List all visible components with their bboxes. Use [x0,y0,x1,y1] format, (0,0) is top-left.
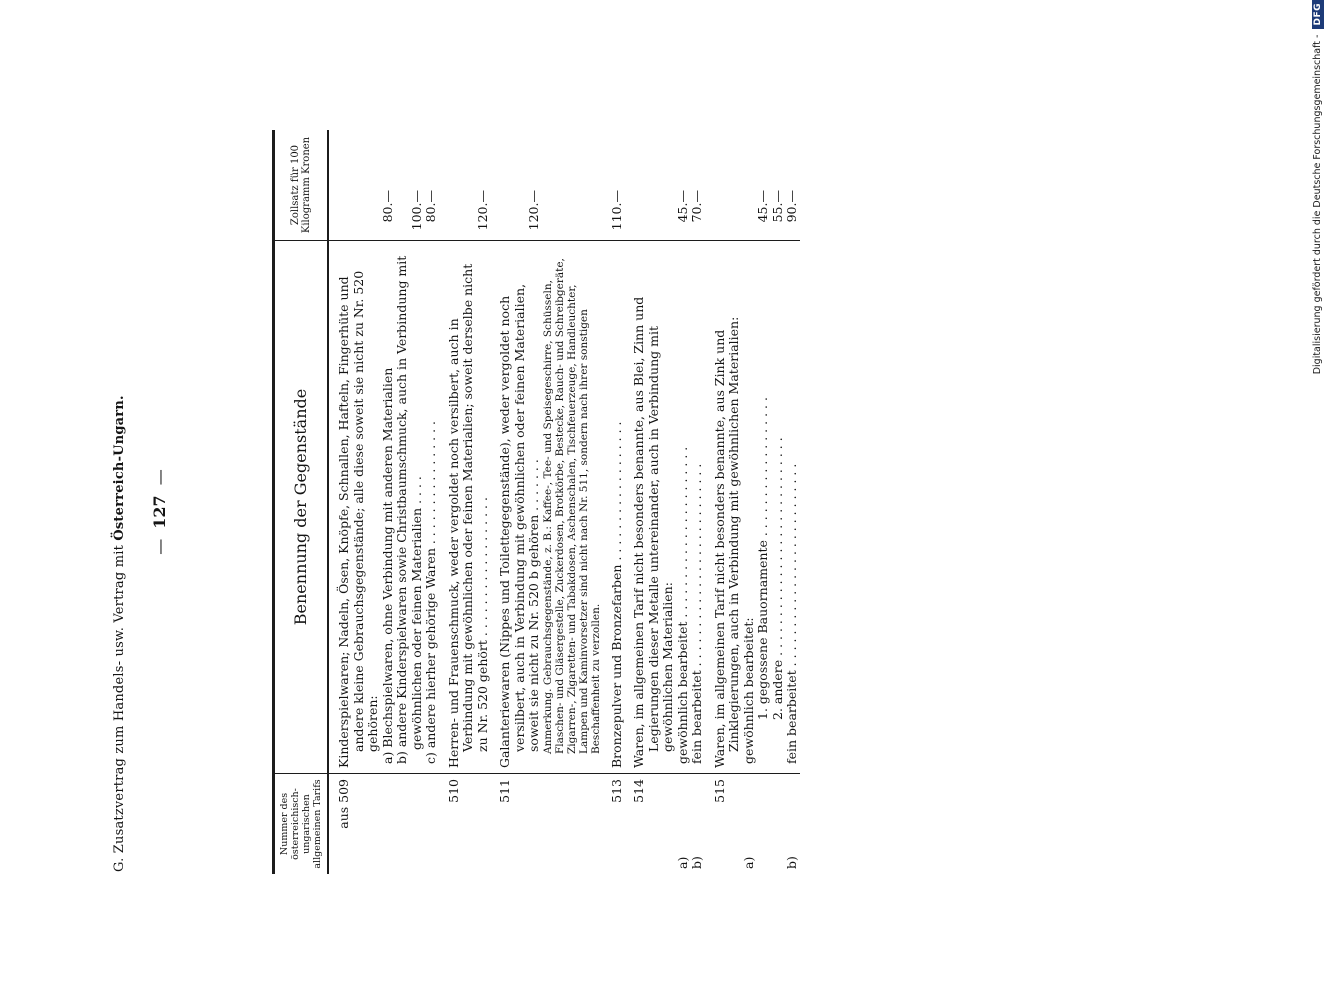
rate-cell: 80.— [423,190,438,223]
digitization-credit [1312,0,1324,1000]
tariff-number [742,779,757,857]
rate-cell: 90.— [784,190,799,223]
dfg-logo: DFG [1312,0,1324,29]
rate-cell: 120.— [526,190,541,231]
table-row [439,130,491,874]
description-cell [439,241,491,774]
header-rate: Zollsatz für 100 Kilogramm Kronen [274,130,329,241]
rate-cell: 80.— [379,190,395,223]
description-text: Kinderspielwaren; Nadeln, Ösen, Knöpfe, Schnallen, Hafteln, Fingerhüte und andere kleine Gebrauchsgegenstände; alle diese soweit sie nicht zu Nr. 520 gehören: [336,270,380,768]
description-cell [602,241,625,774]
description-text: Waren, im allgemeinen Tarif nicht besonders benannte, aus Blei, Zinn und Legierungen dieser Metalle untereinander, auch in Verbindung mit gewöhnlichen Materialien: [631,296,675,768]
running-header [112,152,127,872]
rate-cell [705,130,742,241]
description-cell [624,241,676,774]
rate-cell [624,130,676,241]
description-text: b) andere Kinderspielwaren sowie Christbaumschmuck, auch in Verbindung mit gewöhnlichen oder feinen Materialien . . . . [394,255,424,764]
table-row [602,130,625,874]
table-row [381,130,396,874]
description-cell [542,241,602,774]
tariff-number [785,779,800,856]
description-cell [771,241,786,774]
tariff-number-cell [676,774,691,875]
tariff-subletter: a) [740,856,756,869]
tariff-number-cell [756,774,771,875]
table-row [690,130,705,874]
table-row [624,130,676,874]
tariff-number: 514 [631,779,646,803]
table-row [328,130,381,874]
tariff-number-cell [690,774,705,875]
rate-cell: 70.— [689,190,704,223]
description-text: Bronzepulver und Bronzefarben . . . . . . . . . . . . . . . . . . [608,421,624,768]
rate-cell [542,130,602,241]
description-text: 1. gegossene Bauornamente . . . . . . . . . . . . . . . . . . [755,397,770,720]
header-prefix: G. Zusatzvertrag zum Handels- usw. Vertrag mit [112,544,127,872]
description-cell [690,241,705,774]
tariff-number [676,779,691,857]
header-description: Benennung der Gegenstände [274,241,329,774]
table-header-row [274,130,329,874]
rate-cell [328,130,381,241]
rate-cell [742,130,757,241]
table-row [785,130,800,874]
description-text: c) andere hierher gehörige Waren . . . . . . . . . . . . . . . . [423,420,438,764]
rate-cell: 100.— [408,190,424,231]
tariff-number-cell [624,774,676,875]
description-cell [785,241,800,774]
description-text: gewöhnlich bearbeitet . . . . . . . . . . . . . . . . . . . . . . [674,446,690,764]
tariff-subletter: b) [689,856,704,869]
description-cell [328,241,381,774]
rate-cell: 45.— [674,190,690,223]
tariff-number-cell [395,774,424,875]
description-text: Galanteriewaren (Nippes und Toilettegegenstände), weder vergoldet noch versilbert, auch in Verbindung mit gewöhnlichen oder feinen Materialien, soweit sie nicht zu Nr. 520 b gehören . . . . . . . [497,283,541,768]
table-row [705,130,742,874]
credit-text: Digitalisierung gefördert durch die Deutsche Forschungsgemeinschaft - [1312,34,1323,375]
description-text: 2. andere . . . . . . . . . . . . . . . . . . . . . . . . . . . . [769,437,785,720]
table-row [490,130,542,874]
tariff-number-cell [705,774,742,875]
tariff-number: aus 509 [336,779,351,829]
tariff-number: 513 [608,779,624,803]
tariff-number-cell [602,774,625,875]
table-body [328,130,800,874]
description-cell [490,241,542,774]
tariff-number-cell [424,774,439,875]
tariff-number-cell [542,774,602,875]
rate-cell: 110.— [608,190,624,231]
table-row [395,130,424,874]
tariff-table [272,130,800,874]
tariff-subletter: a) [674,856,690,869]
description-cell [395,241,424,774]
description-text: gewöhnlich bearbeitet: [740,617,756,764]
page-number-dash-right: — [150,469,169,486]
description-cell [742,241,757,774]
description-cell [424,241,439,774]
description-text: fein bearbeitet . . . . . . . . . . . . . . . . . . . . . . . . . . [689,463,704,764]
table-row [771,130,786,874]
table-row [676,130,691,874]
tariff-number: 510 [445,779,461,803]
rate-cell: 120.— [474,190,490,231]
description-text: Waren, im allgemeinen Tarif nicht besonders benannte, aus Zink und Zinklegierungen, auch in Verbindung mit gewöhnlichen Materialien: [711,316,741,768]
description-cell [381,241,396,774]
tariff-number-cell [328,774,381,875]
tariff-number-cell [381,774,396,875]
tariff-number-cell [742,774,757,875]
tariff-number [690,779,705,856]
page-number [150,152,169,872]
note-text: Anmerkung. Gebrauchsgegenstände, z. B.: Kaffee-, Tee- und Speisegeschirre, Schüsseln, Flaschen- und Gläsergestelle, Zuckerdosen, Brotkörbe, Bestecke, Rauch- und Schreibgeräte, Zigarren-, Zigaretten- und Tabakdosen, Aschenschalen, Tischfeuerzeuge, Handleuchter, Lampen und Kaminvorsetzer sind nicht nach Nr. 511, sondern nach ihrer sonstigen Beschaffenheit zu verzollen. [541,258,602,754]
rate-cell: 45.— [755,190,770,223]
tariff-number: 511 [497,779,512,803]
rate-cell: 55.— [769,190,785,223]
table-row [542,130,602,874]
description-cell [676,241,691,774]
tariff-subletter: b) [784,856,799,869]
tariff-number-cell [771,774,786,875]
header-country: Österreich-Ungarn. [112,395,127,541]
tariff-number: 515 [711,779,727,803]
tariff-number-cell [439,774,491,875]
page-number-value: 127 [150,495,169,529]
description-cell [705,241,742,774]
table-row [756,130,771,874]
description-text: Herren- und Frauenschmuck, weder vergoldet noch versilbert, auch in Verbindung mit gewöhnlichen oder feinen Materialien; soweit derselbe nicht zu Nr. 520 gehört . . . . . . . . . . . . . . . . . . [445,263,490,768]
table-row [742,130,757,874]
table-row [424,130,439,874]
header-number: Nummer des österreichisch-ungarischen allgemeinen Tarifs [274,774,329,875]
description-text: fein bearbeitet . . . . . . . . . . . . . . . . . . . . . . . . . . [784,463,799,764]
page-number-dash-left: — [150,538,169,555]
description-text: a) Blechspielwaren, ohne Verbindung mit anderen Materialien [379,367,395,764]
tariff-number-cell [490,774,542,875]
tariff-number-cell [785,774,800,875]
description-cell [756,241,771,774]
